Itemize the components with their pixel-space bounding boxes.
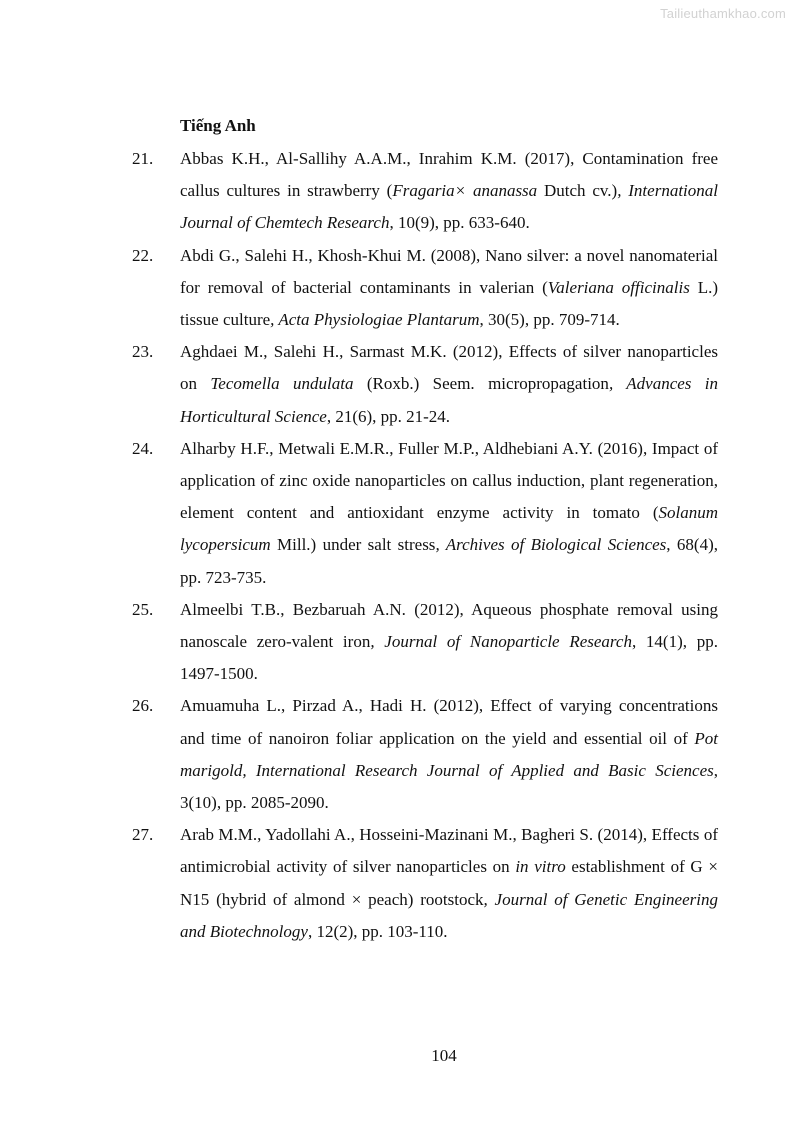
reference-number: 25. <box>132 599 154 619</box>
reference-segment: Abbas K.H., Al-Sallihy A.A.M., Inrahim K.M. (2017), Contamination free callus cultures in strawberry ( <box>180 149 718 201</box>
reference-list <box>132 143 718 948</box>
reference-segment: Aghdaei M., Salehi H., Sarmast M.K. (2012), Effects of silver nanoparticles on <box>180 342 718 394</box>
reference-segment: , 10(9), pp. 633-640. <box>389 213 530 233</box>
reference-segment: Dutch cv.) <box>537 181 618 201</box>
reference-segment: , 3(10), pp. 2085-2090. <box>180 760 718 813</box>
reference-segment: (Roxb.) Seem. micropropagation <box>353 374 609 394</box>
reference-text <box>180 439 718 587</box>
reference-number: 27. <box>132 825 154 845</box>
reference-italic-segment: , Archives of Biological Sciences <box>435 535 667 555</box>
reference-segment: , 68(4), pp. 723-735. <box>180 535 718 587</box>
reference-italic-segment: , Journal of Genetic Engineering and Biotechnology <box>180 889 718 941</box>
reference-segment: Arab M.M., Yadollahi A., Hosseini-Mazinani M., Bagheri S. (2014), Effects of antimicrobial activity of silver nanoparticles on <box>180 825 718 877</box>
reference-number: 24. <box>132 438 154 458</box>
reference-item <box>132 594 718 691</box>
reference-italic-segment: Pot marigold, International Research Journal of Applied and Basic Sciences <box>180 728 718 780</box>
reference-italic-segment: Tecomella undulata <box>210 374 354 394</box>
reference-text <box>180 342 718 425</box>
reference-item <box>132 690 718 819</box>
reference-segment: L.) tissue culture <box>180 277 719 330</box>
reference-segment: , 12(2), pp. 103-110. <box>307 921 448 941</box>
section-heading: Tiếng Anh <box>180 116 256 135</box>
reference-text <box>180 149 718 232</box>
reference-number: 22. <box>132 245 154 265</box>
reference-italic-segment: , Acta Physiologiae Plantarum <box>270 310 480 330</box>
reference-italic-segment: , Journal of Nanoparticle Research <box>370 632 632 652</box>
reference-italic-segment: Fragaria× ananassa <box>392 181 538 201</box>
reference-text <box>180 600 718 683</box>
reference-text <box>180 696 718 812</box>
reference-item <box>132 336 718 433</box>
reference-italic-segment: Valeriana officinalis <box>547 277 690 297</box>
reference-text <box>180 825 718 941</box>
reference-segment: establishment of G × N15 (hybrid of almond × peach) rootstock <box>180 857 718 909</box>
reference-item <box>132 240 718 337</box>
reference-italic-segment: , Advances in Horticultural Science <box>180 374 719 426</box>
page-number: 104 <box>431 1046 457 1065</box>
reference-item <box>132 433 718 594</box>
reference-segment: Mill.) under salt stress <box>270 535 436 555</box>
reference-text <box>180 246 718 329</box>
reference-segment: Alharby H.F., Metwali E.M.R., Fuller M.P., Aldhebiani A.Y. (2016), Impact of application of zinc oxide nanoparticles on callus induction, plant regeneration, element content and antioxidant enzyme activity in tomato ( <box>180 438 718 523</box>
reference-number: 21. <box>132 149 154 168</box>
reference-italic-segment: , International Journal of Chemtech Research <box>180 181 718 233</box>
reference-number: 26. <box>132 696 154 716</box>
watermark: Tailieuthamkhao.com <box>660 6 786 21</box>
reference-item <box>132 143 718 240</box>
reference-segment: , 30(5), pp. 709-714. <box>479 310 620 330</box>
reference-segment: Abdi G., Salehi H., Khosh-Khui M. (2008), Nano silver: a novel nanomaterial for removal of bacterial contaminants in valerian ( <box>180 245 718 297</box>
reference-italic-segment: Solanum lycopersicum <box>180 503 718 555</box>
reference-italic-segment: in vitro <box>515 857 566 877</box>
reference-number: 23. <box>132 342 154 362</box>
reference-item <box>132 819 718 948</box>
reference-segment: Amuamuha L., Pirzad A., Hadi H. (2012), Effect of varying concentrations and time of nanoiron foliar application on the yield and essential oil of <box>180 696 718 748</box>
reference-segment: Almeelbi T.B., Bezbaruah A.N. (2012), Aqueous phosphate removal using nanoscale zero-valent iron <box>180 599 718 652</box>
reference-segment: , 21(6), pp. 21-24. <box>326 406 451 426</box>
reference-segment: , 14(1), pp. 1497-1500. <box>180 632 718 684</box>
